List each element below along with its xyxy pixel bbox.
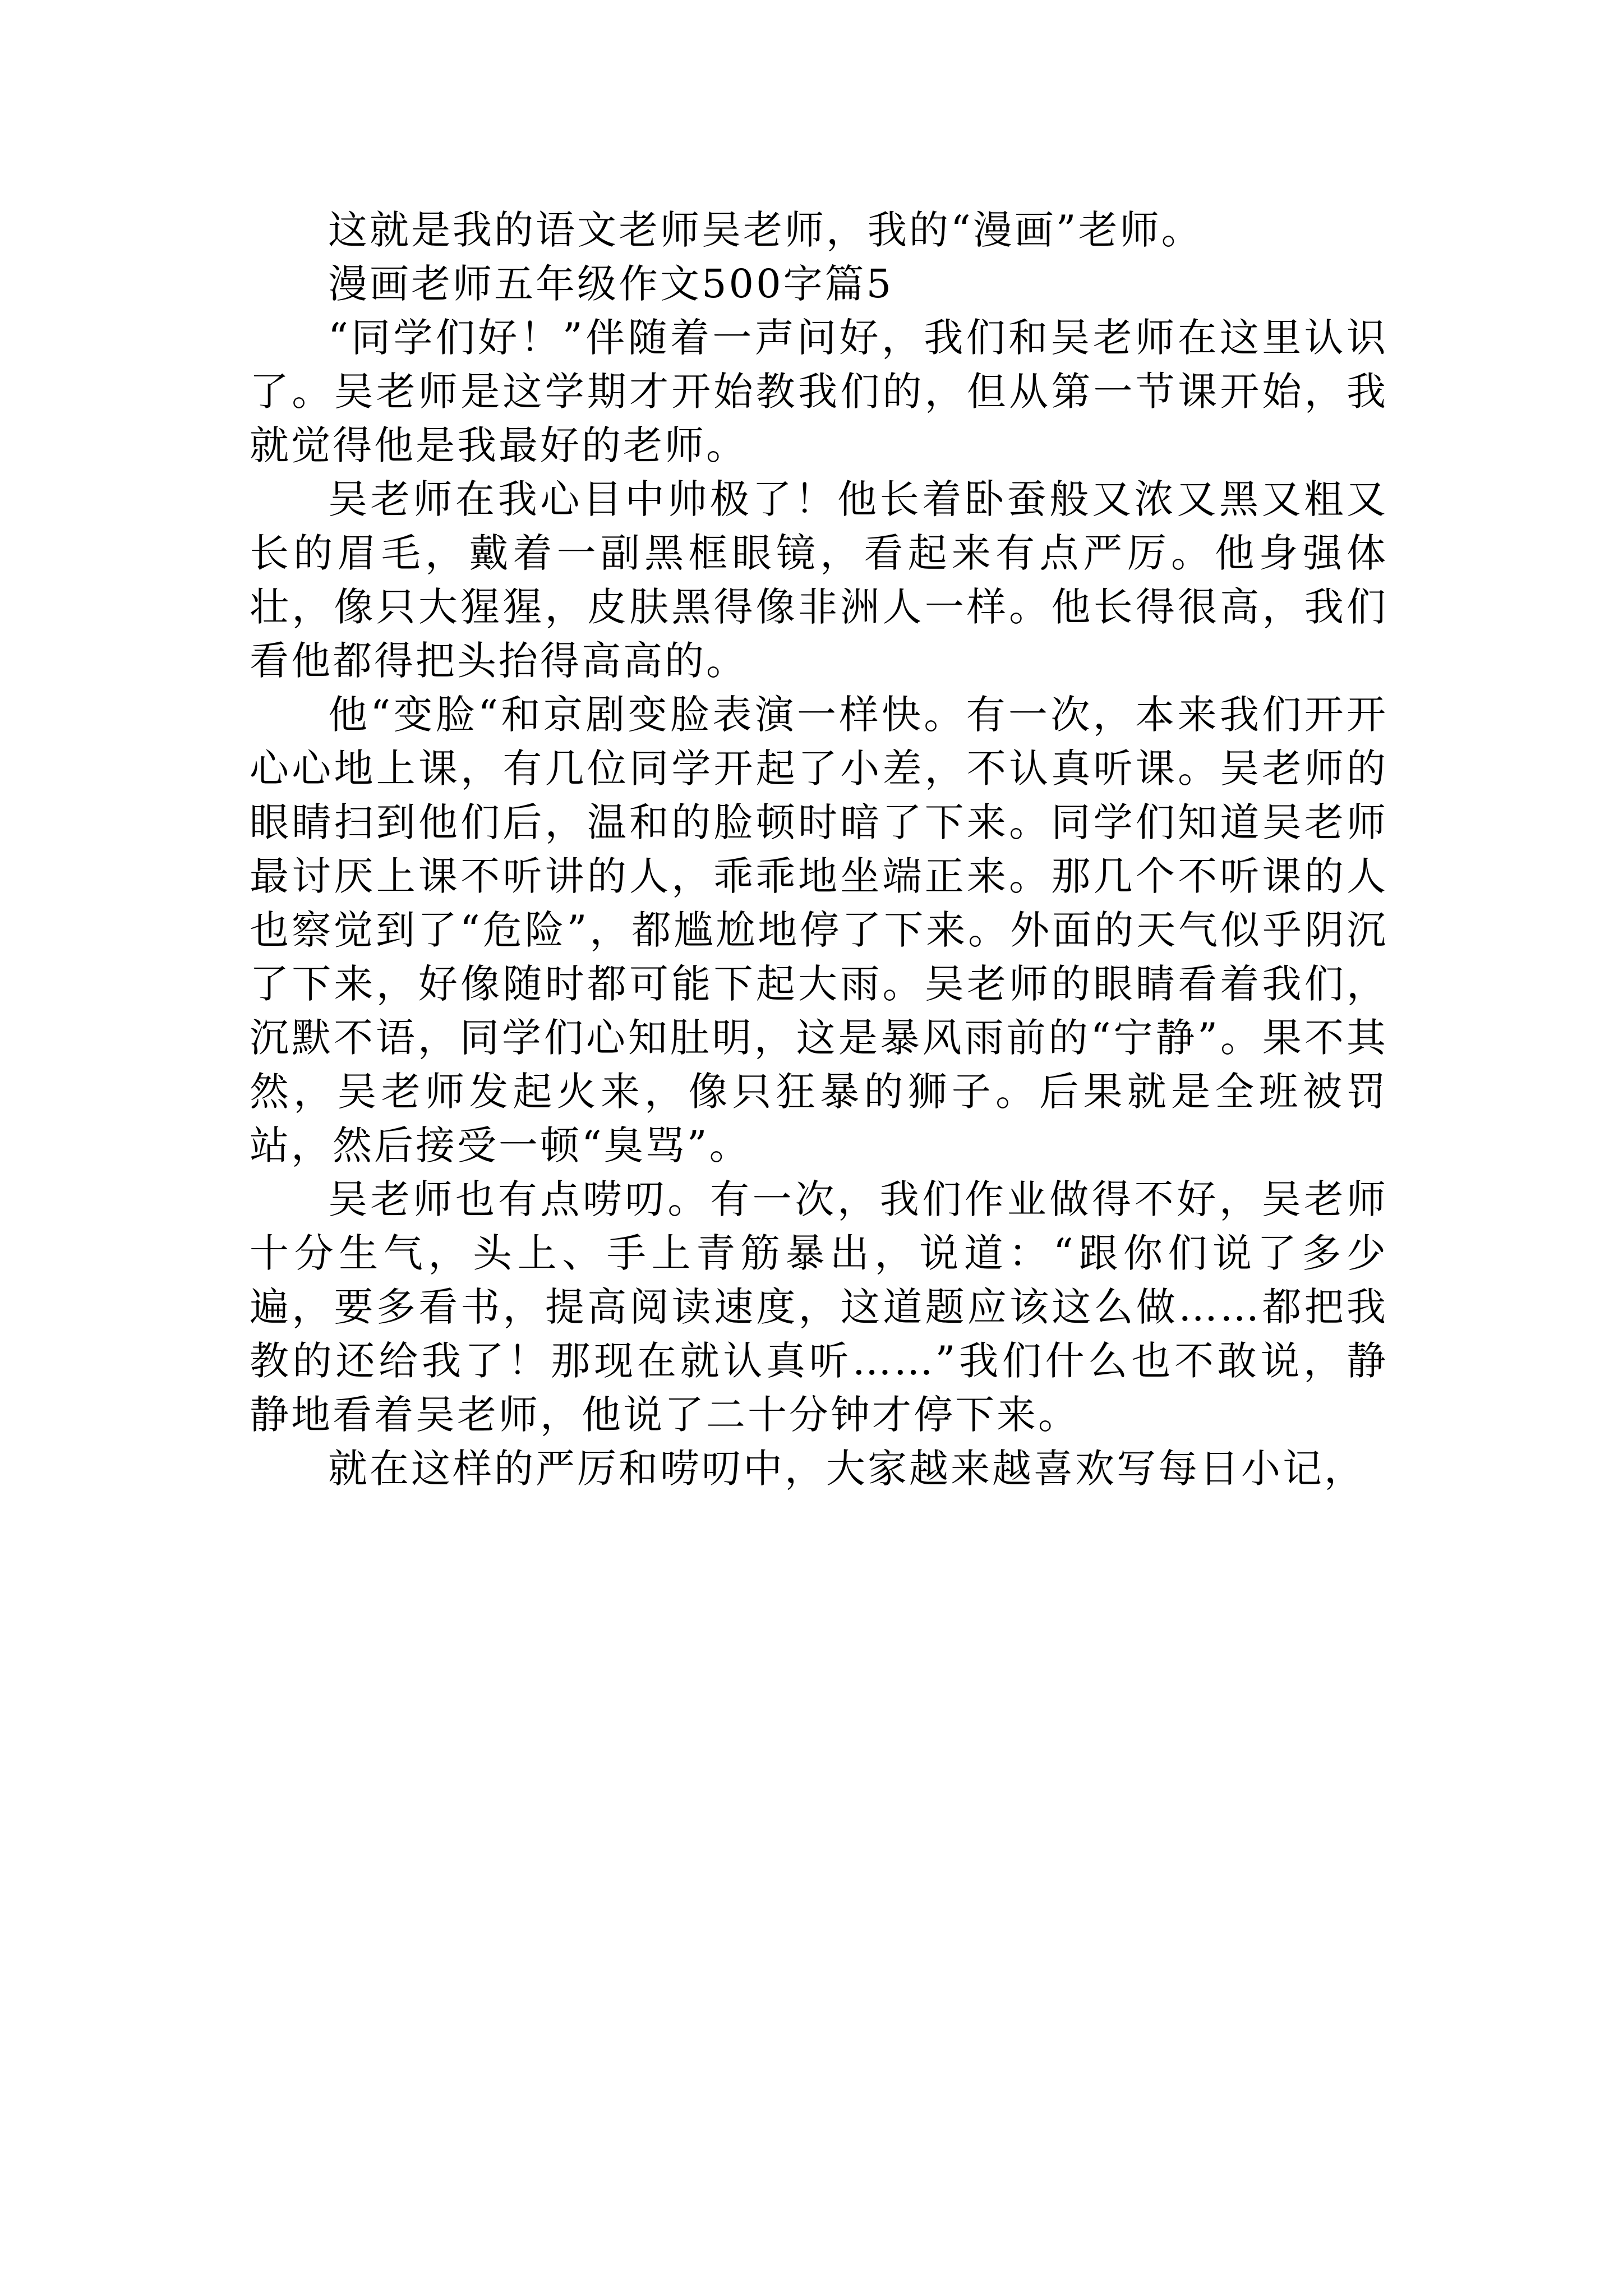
paragraph-nagging: 吴老师也有点唠叨。有一次，我们作业做得不好，吴老师十分生气，头上、手上青筋暴出，说道：“跟你们说了多少遍，要多看书，提高阅读速度，这道题应该这么做……都把我教的还给我了！那现在就认真听……”我们什么也不敢说，静静地看着吴老师，他说了二十分钟才停下来。 [250,1176,1388,1438]
paragraph-intro: “同学们好！”伴随着一声问好，我们和吴老师在这里认识了。吴老师是这学期才开始教我们的，但从第一节课开始，我就觉得他是我最好的老师。 [250,315,1388,468]
paragraph-closing-line: 这就是我的语文老师吴老师，我的“漫画”老师。 [328,207,1203,253]
document-body [250,203,1388,1496]
paragraph-conclusion: 就在这样的严厉和唠叨中，大家越来越喜欢写每日小记， [328,1446,1366,1492]
paragraph-appearance: 吴老师在我心目中帅极了！他长着卧蚕般又浓又黑又粗又长的眉毛，戴着一副黑框眼镜，看起来有点严厉。他身强体壮，像只大猩猩，皮肤黑得像非洲人一样。他长得很高，我们看他都得把头抬得高高的。 [250,476,1388,684]
section-heading: 漫画老师五年级作文500字篇5 [328,261,894,307]
paragraph-face-change: 他“变脸“和京剧变脸表演一样快。有一次，本来我们开开心心地上课，有几位同学开起了小差，不认真听课。吴老师的眼睛扫到他们后，温和的脸顿时暗了下来。同学们知道吴老师最讨厌上课不听讲的人，乖乖地坐端正来。那几个不听课的人也察觉到了“危险”，都尴尬地停了下来。外面的天气似乎阴沉了下来，好像随时都可能下起大雨。吴老师的眼睛看着我们，沉默不语，同学们心知肚明，这是暴风雨前的“宁静”。果不其然，吴老师发起火来，像只狂暴的狮子。后果就是全班被罚站，然后接受一顿“臭骂”。 [250,692,1388,1168]
